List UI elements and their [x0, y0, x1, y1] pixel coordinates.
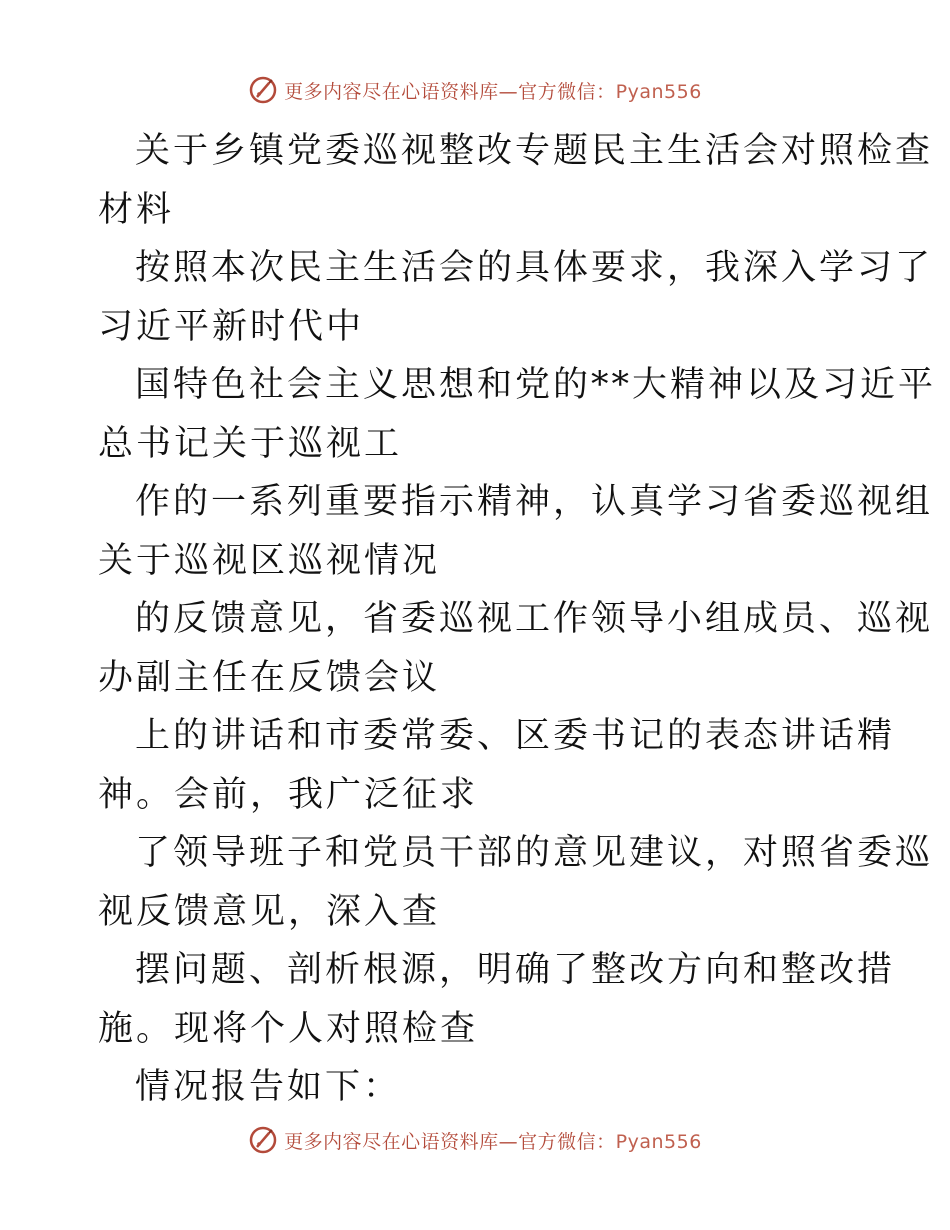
paragraph-line: 总书记关于巡视工 [98, 423, 403, 464]
paragraph-line: 作的一系列重要指示精神，认真学习省委巡视组 [135, 482, 934, 522]
document-title-line-2: 材料 [98, 189, 175, 230]
paragraph-line: 了领导班子和党员干部的意见建议，对照省委巡 [135, 833, 934, 873]
paragraph-line: 视反馈意见，深入查 [98, 891, 441, 932]
paragraph-line: 关于巡视区巡视情况 [98, 540, 441, 581]
document-body [98, 122, 937, 1117]
quill-pen-logo-icon [248, 1125, 278, 1155]
watermark-text: 更多内容尽在心语资料库—官方微信：Pyan556 [284, 80, 702, 103]
paragraph-line: 神。会前，我广泛征求 [98, 774, 479, 815]
footer-watermark [0, 1122, 950, 1158]
header-watermark [0, 72, 950, 108]
paragraph-line: 上的讲话和市委常委、区委书记的表态讲话精 [135, 716, 896, 756]
quill-pen-logo-icon [248, 75, 278, 105]
watermark-text: 更多内容尽在心语资料库—官方微信：Pyan556 [284, 1130, 702, 1153]
paragraph-line: 按照本次民主生活会的具体要求，我深入学习了 [135, 248, 934, 288]
paragraph-line: 习近平新时代中 [98, 306, 365, 347]
paragraph-line: 情况报告如下： [135, 1067, 402, 1107]
document-title-line-1: 关于乡镇党委巡视整改专题民主生活会对照检查 [135, 131, 934, 171]
paragraph-line: 施。现将个人对照检查 [98, 1008, 479, 1049]
paragraph-line: 国特色社会主义思想和党的**大精神以及习近平 [135, 365, 937, 405]
paragraph-line: 摆问题、剖析根源，明确了整改方向和整改措 [135, 950, 896, 990]
paragraph-line: 办副主任在反馈会议 [98, 657, 441, 698]
paragraph-line: 的反馈意见，省委巡视工作领导小组成员、巡视 [135, 599, 934, 639]
